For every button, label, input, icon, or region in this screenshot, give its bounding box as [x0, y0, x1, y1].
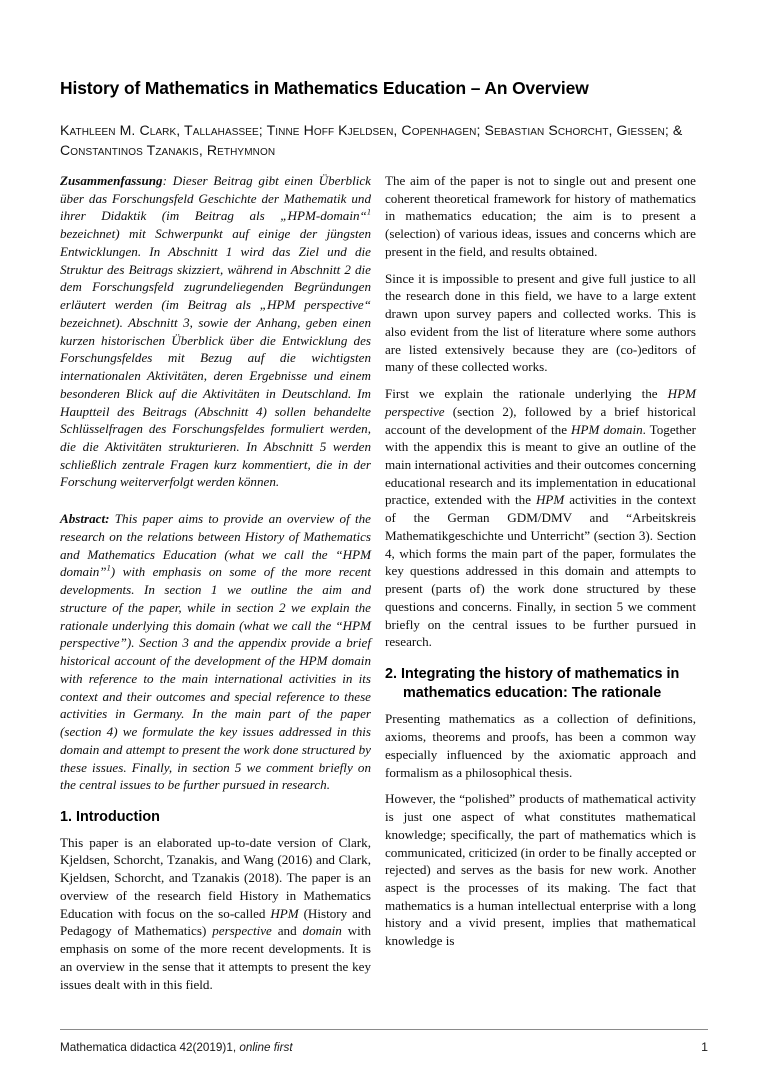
section-2-paragraph-1: Presenting mathematics as a collection of definitions, axioms, theorems and proofs, has been a common way especially influenced by the axiomatic approach and formalism as a philosophical thesis. [385, 711, 696, 780]
heading-section-1: 1. Introduction [60, 808, 160, 825]
abstract-german [60, 172, 371, 491]
term-hpm-perspective: HPM perspective [385, 386, 696, 419]
abstract-english-label: Abstract: [60, 511, 110, 527]
footer-citation [60, 1041, 293, 1054]
para-1-text-b: (History and Pedagogy of Mathematics) [60, 905, 371, 939]
section-2-paragraph-2: However, the “polished” products of mathematical activity is just one aspect of what constitutes mathematical knowledge; specifically, the part of mathematics which is communicated, criticized (in order to be finally accepted or rejected) and serves as the basis for new work. Another aspect is the processes of its making. The fact that mathematics is a human intellectual enterprise with a long history and a vivid present, implies that mathematical knowledge is [385, 791, 696, 949]
abstract-german-label: Zusammenfassung [60, 173, 163, 188]
para-1-text-c: and [271, 923, 303, 939]
para-4-text-a: First we explain the rationale underlying the [385, 386, 668, 402]
page-number: 1 [701, 1040, 708, 1054]
two-column-body [60, 172, 708, 1002]
abstract-german-part1: Dieser Beitrag gibt einen Überblick über das Forschungsfeld Geschichte der Mathematik und ihrer Didaktik (im Beitrag als „HPM-domain“ [60, 173, 371, 224]
column-left [60, 172, 371, 1002]
abstract-spacer [60, 500, 371, 510]
abstract-english-part1: This paper aims to provide an overview of the research on the relations between History of Mathematics and Mathematics Education (what we call the “HPM domain” [60, 511, 371, 580]
title-block [60, 78, 708, 161]
para-4-text-b: (section 2), followed by a brief historical account of the development of the [385, 403, 696, 437]
para-1-text-a: This paper is an elaborated up-to-date version of Clark, Kjeldsen, Schorcht, Tzanakis, and Wang (2016) and Clark, Kjeldsen, Schorcht, and Tzanakis (2018). The paper is an overview of the research field History in Mathematics Education with focus on the so-called [60, 834, 371, 921]
footer-journal: Mathematica didactica 42(2019)1, [60, 1041, 240, 1054]
footer-status: online first [239, 1041, 293, 1054]
abstract-german-part2: bezeichnet) mit Schwerpunkt auf einige der jüngsten Entwicklungen. In Abschnitt 1 wird das Ziel und die Struktur des Beitrags skizziert, während in Abschnitt 2 die dem Forschungsfeld zugrundeliegenden Begründungen erläutert werden (im Beitrag als „HPM perspective“ bezeichnet). Abschnitt 3, sowie der Anhang, geben einen kurzen historischen Überblick über die Entwicklung des Forschungsfeldes mit Bezug auf die wichtigsten internationalen Aktivitäten, deren Ergebnisse und einem besonderen Blick auf die Aktivitäten in Deutschland. Im Hauptteil des Beitrags (Abschnitt 4) sollen behandelte Schlüsselfragen des Forschungsfeldes formuliert werden, die die Aktivitäten strukturieren. In Abschnitt 5 werden schließlich zentrale Fragen kurz kommentiert, die in der Forschung weiterverfolgt werden können. [60, 226, 371, 490]
footnote-marker: 1 [366, 208, 371, 218]
column-right [385, 172, 696, 1002]
page-footer [60, 1040, 708, 1054]
section-1-paragraph-4 [385, 385, 696, 651]
para-4-text-d: activities in the context of the German GDM/DMV and “Arbeitskreis Mathematikgeschichte und Unterricht” (section 3). Section 4, which forms the main part of the paper, formulates the key questions addressed in this domain and attempts to present (parts of) the work done structured by these questions and concerns. Finally, in section 5 we comment briefly on the central issues to be further pursued in research. [385, 492, 696, 650]
abstract-german-label-sep: : [162, 173, 167, 188]
heading-section-2: 2. Integrating the history of mathematics in mathematics education: The rationale [385, 666, 680, 702]
term-hpm: HPM [535, 492, 565, 508]
term-perspective: perspective [212, 923, 272, 939]
footnote-marker: 1 [106, 564, 111, 574]
page-title: History of Mathematics in Mathematics Education – An Overview [60, 78, 589, 98]
section-1-paragraph-3: Since it is impossible to present and give full justice to all the research done in this field, we have to a large extent drawn upon survey papers and collected works. This is also evident from the list of literature where some authors are listed extensively because they are (co-)editors of many of these collected works. [385, 270, 696, 375]
abstract-english [60, 510, 371, 794]
author-line-1: Kathleen M. Clark, Tallahassee; Tinne Hoff Kjeldsen, Copenhagen; Sebastian [60, 121, 545, 138]
section-1-paragraph-2: The aim of the paper is not to single out and present one coherent theoretical framework for history of mathematics in mathematics education; the aim is to present a (selection) of various ideas, issues and concerns which are present in the field, and results obtained. [385, 173, 696, 259]
term-hpm: HPM [270, 905, 299, 921]
para-4-text-c: . Together with the appendix this is meant to give an outline of the main international activities and their outcomes concerning educational research and its implementation in educational practice, extended with the [385, 421, 696, 508]
section-1-paragraph-1 [60, 834, 371, 994]
author-list [60, 120, 708, 161]
term-hpm-domain: HPM domain [571, 421, 643, 437]
term-domain: domain [302, 923, 342, 939]
footer-divider [60, 1029, 708, 1030]
para-1-text-d: with emphasis on some of the more recent developments. It is an overview in the sense that it attempts to present the key issues dealt with in this field. [60, 923, 371, 992]
abstract-english-part2: ) with emphasis on some of the more recent developments. In section 1 we outline the aim and structure of the paper, while in section 2 we explain the rationale underlying this domain (what we call the “HPM perspective”). Section 3 and the appendix provide a brief historical account of the development of the HPM domain with reference to the main international activities in its context and their outcomes and special reference to these activities in Germany. In the main part of the paper (section 4) we formulate the key issues addressed in this domain and attempt to present the work done structured by these issues. Finally, in section 5 we comment briefly on the central issues to be further pursued in research. [60, 564, 371, 793]
author-line-2: Schorcht, Giessen; & Constantinos Tzanakis, Rethymnon [60, 121, 683, 159]
